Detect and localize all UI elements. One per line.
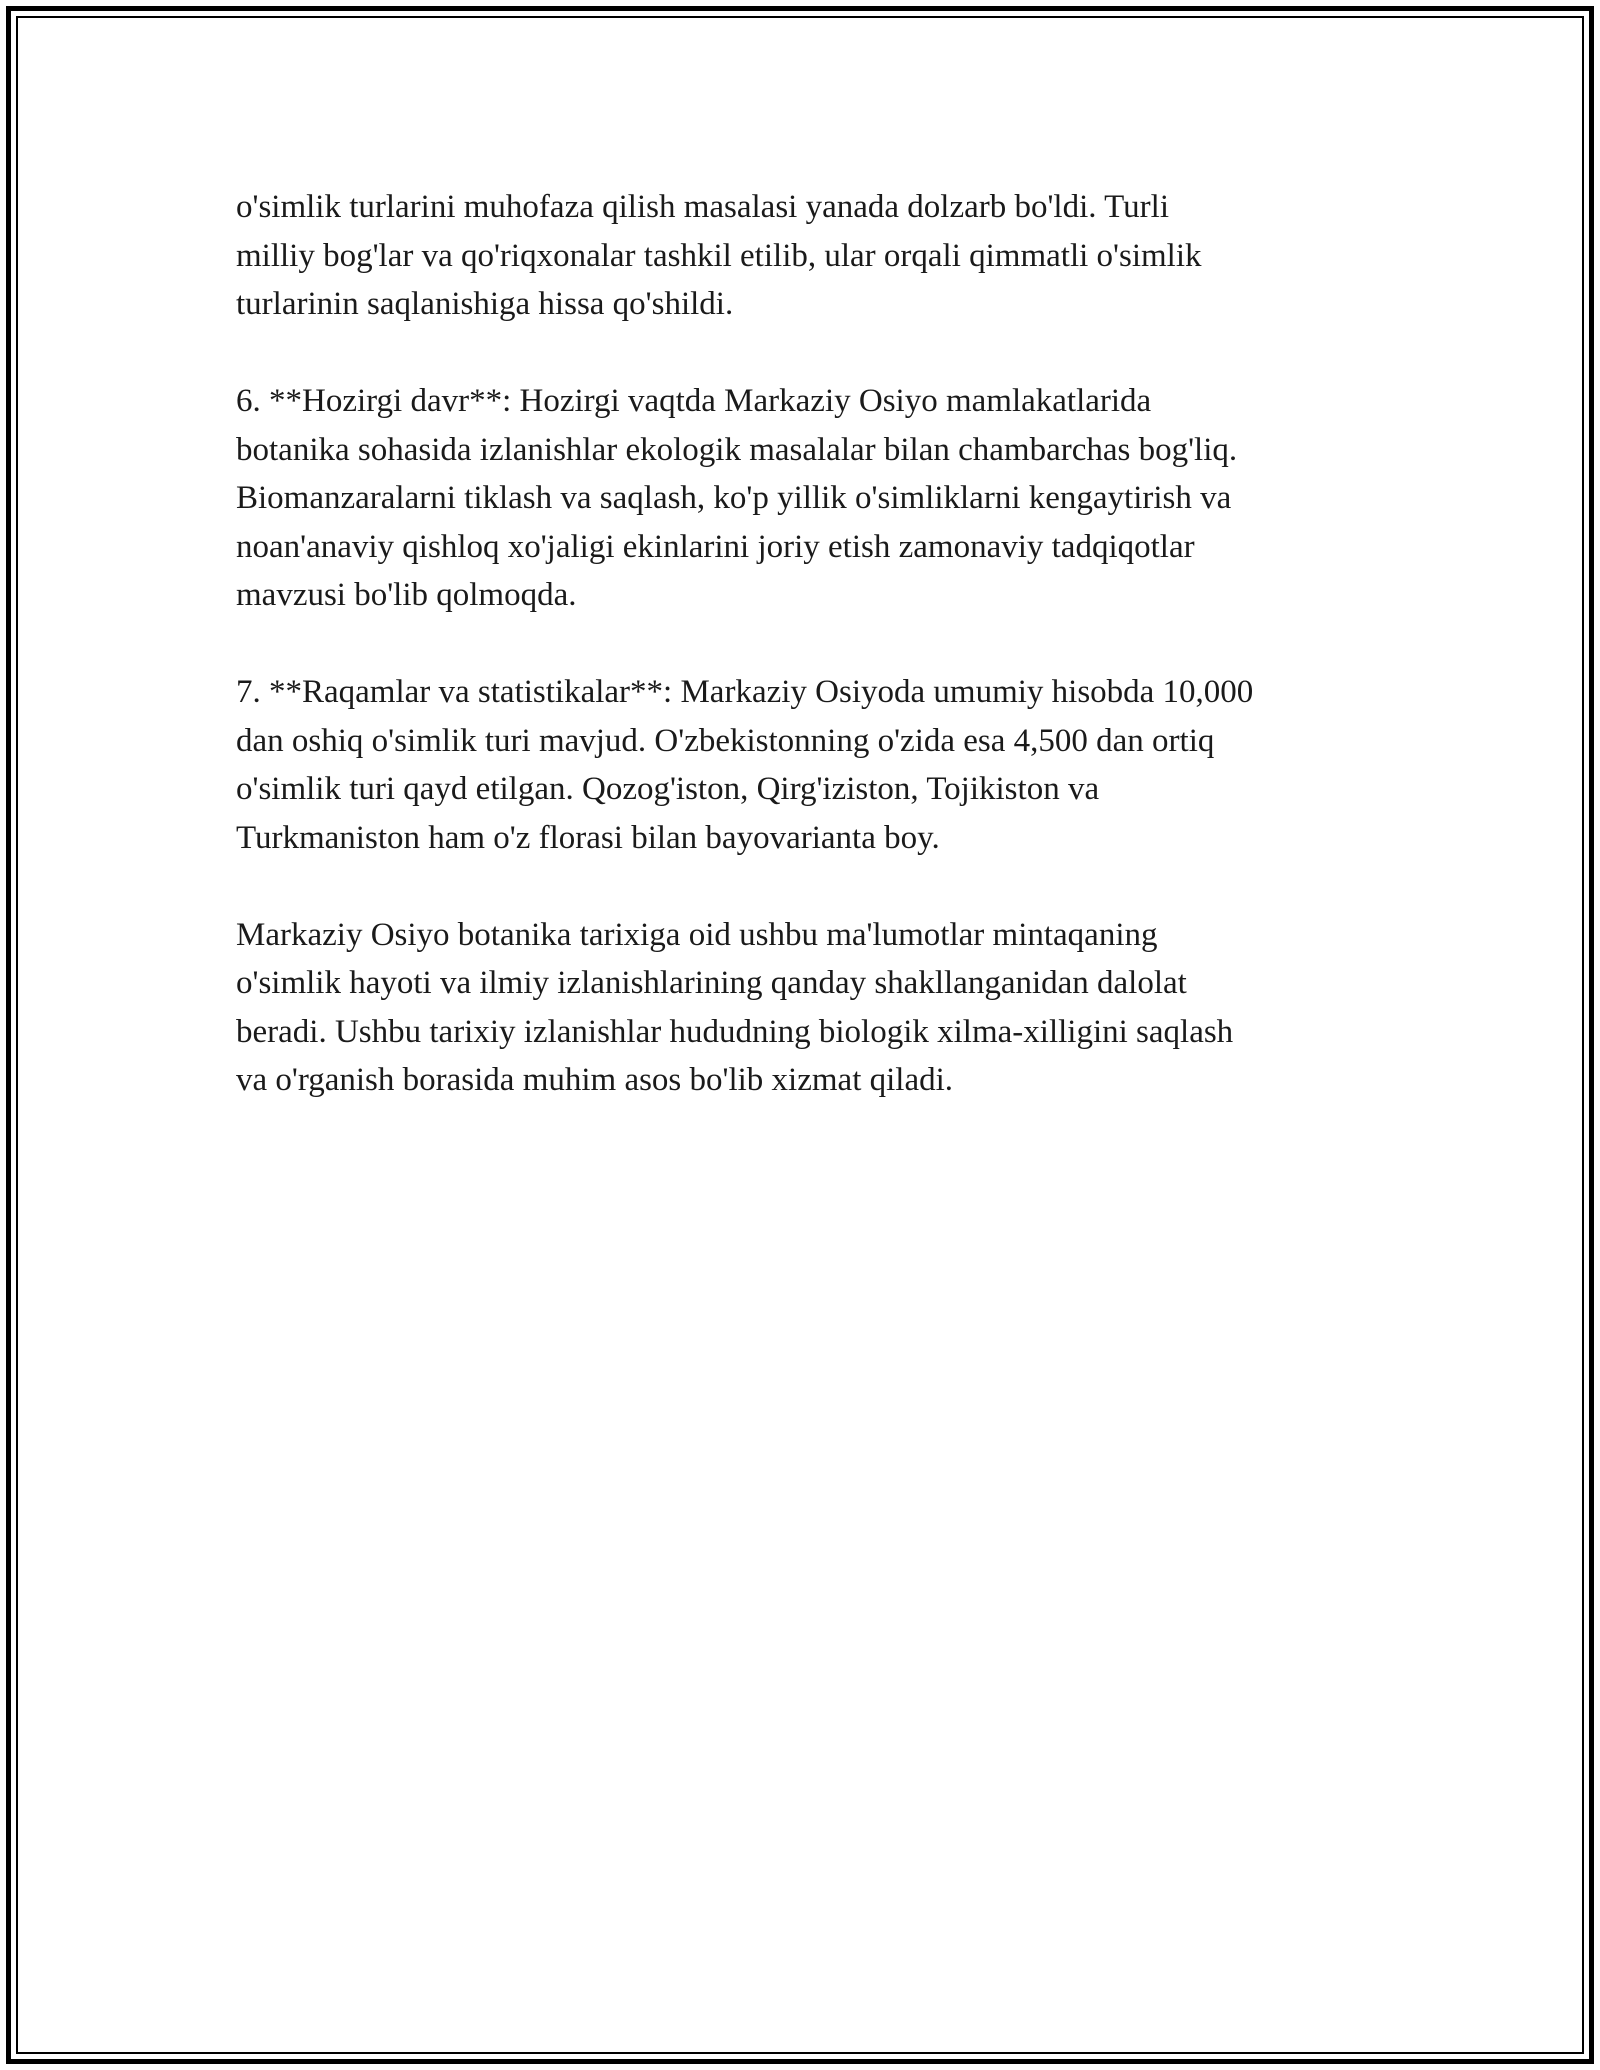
paragraph-current-period — [236, 377, 1376, 620]
text-line: o'simlik turlarini muhofaza qilish masalasi yanada dolzarb bo'ldi. Turli — [236, 189, 1169, 225]
text-line: va o'rganish borasida muhim asos bo'lib xizmat qiladi. — [236, 1062, 954, 1098]
text-line: noan'anaviy qishloq xo'jaligi ekinlarini joriy etish zamonaviy tadqiqotlar — [236, 528, 1195, 565]
text-line: Biomanzaralarni tiklash va saqlash, ko'p yillik o'simliklarni kengaytirish va — [236, 480, 1232, 516]
text-line: o'simlik hayoti va ilmiy izlanishlarining qanday shakllanganidan dalolat — [236, 965, 1187, 1001]
text-line: milliy bog'lar va qo'riqxonalar tashkil etilib, ular orqali qimmatli o'simlik — [236, 237, 1202, 274]
text-line: mavzusi bo'lib qolmoqda. — [236, 577, 577, 613]
text-line: dan oshiq o'simlik turi mavjud. O'zbekistonning o'zida esa 4,500 dan ortiq — [236, 722, 1215, 759]
document-body — [236, 183, 1376, 1153]
text-line: 6. **Hozirgi davr**: Hozirgi vaqtda Markaziy Osiyo mamlakatlarida — [236, 383, 1152, 419]
paragraph-statistics — [236, 668, 1376, 862]
text-line: botanika sohasida izlanishlar ekologik masalalar bilan chambarchas bog'liq. — [236, 431, 1238, 468]
paragraph-conservation — [236, 183, 1376, 329]
text-line: o'simlik turi qayd etilgan. Qozog'iston, Qirg'iziston, Tojikiston va — [236, 771, 1100, 807]
text-line: turlarinin saqlanishiga hissa qo'shildi. — [236, 286, 734, 322]
text-line: 7. **Raqamlar va statistikalar**: Markaziy Osiyoda umumiy hisobda 10,000 — [236, 674, 1254, 710]
text-line: Turkmaniston ham o'z florasi bilan bayovarianta boy. — [236, 819, 940, 856]
paragraph-conclusion — [236, 911, 1376, 1105]
text-line: beradi. Ushbu tarixiy izlanishlar hududning biologik xilma-xilligini saqlash — [236, 1013, 1234, 1050]
text-line: Markaziy Osiyo botanika tarixiga oid ushbu ma'lumotlar mintaqaning — [236, 916, 1158, 953]
